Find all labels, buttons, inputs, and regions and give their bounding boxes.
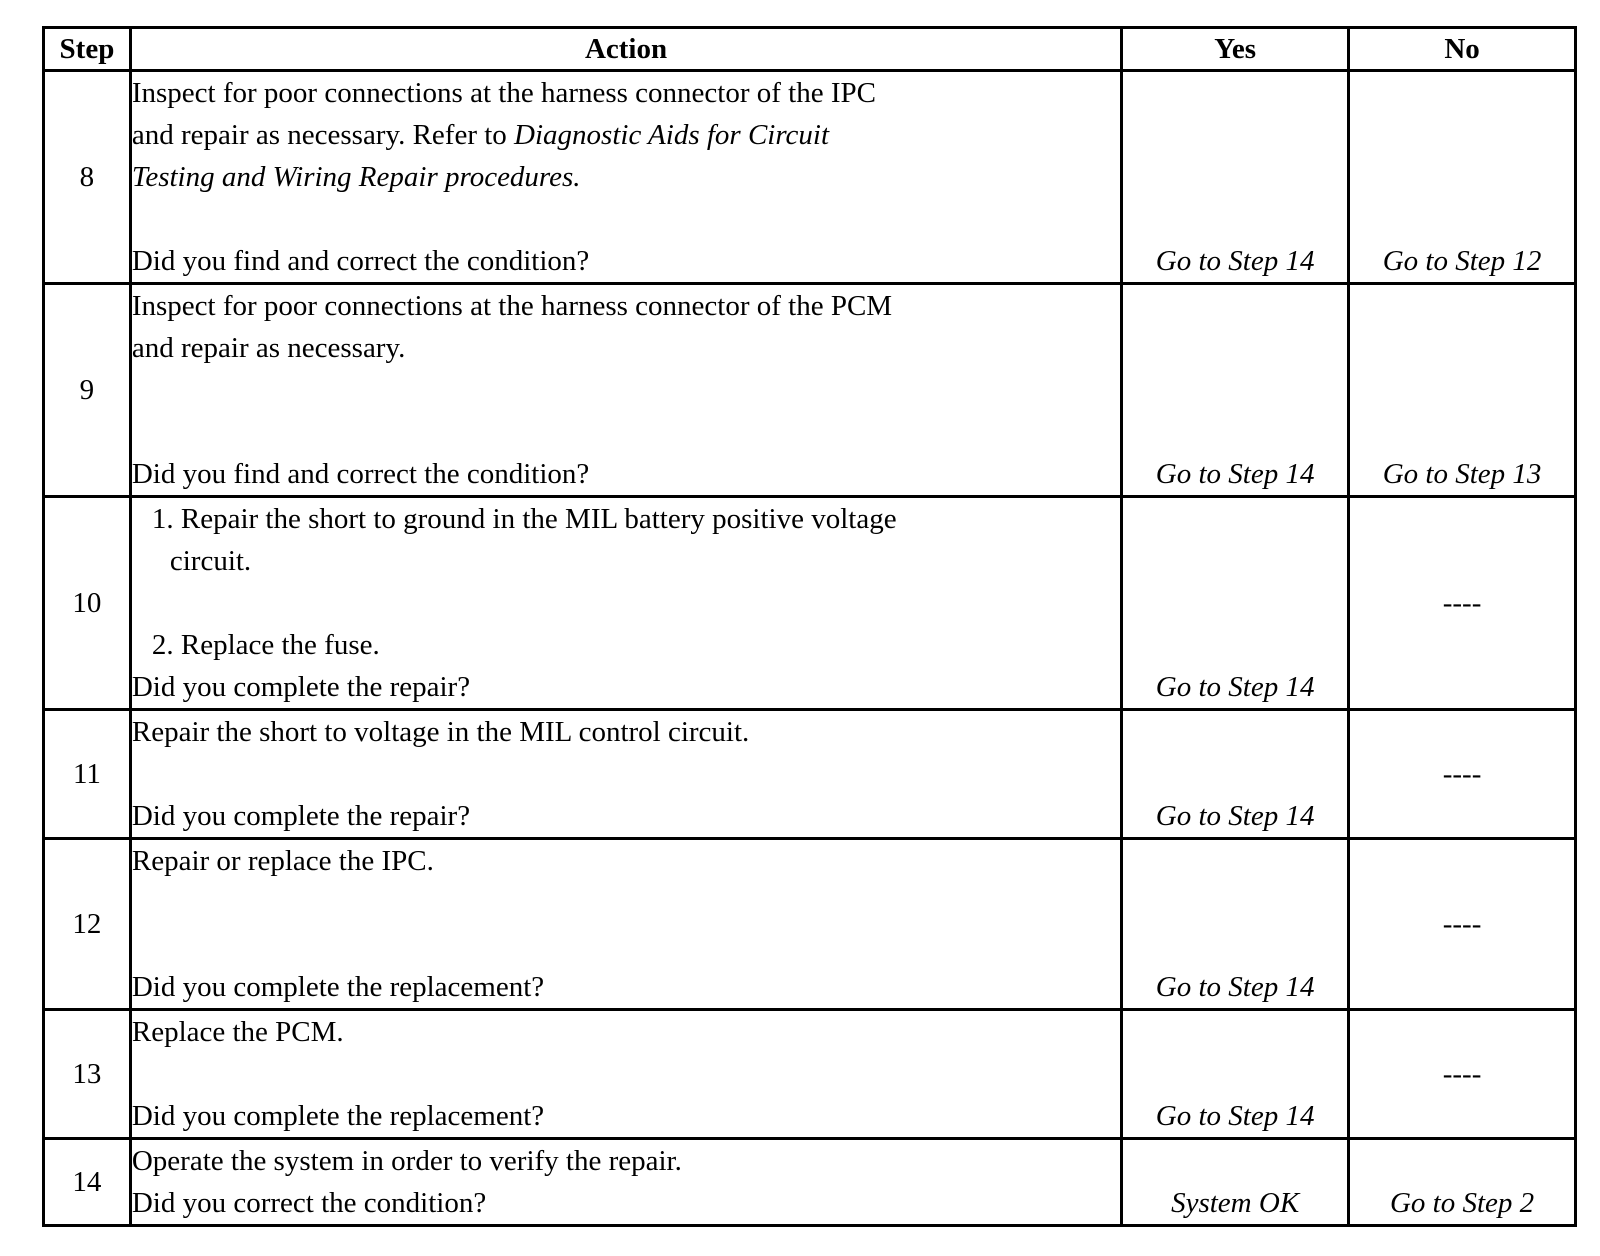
action-question: Did you complete the replacement? — [131, 1100, 545, 1132]
action-cell — [130, 839, 1121, 1010]
no-result: ---- — [1349, 497, 1576, 710]
reference-link-text: Diagnostic Aids for Circuit — [514, 119, 830, 151]
action-question: Did you complete the repair? — [131, 671, 471, 703]
no-result: ---- — [1349, 710, 1576, 839]
diagnostic-table-container — [42, 26, 1577, 1227]
action-list-item: 1. Repair the short to ground in the MIL battery positive voltage — [151, 503, 897, 535]
action-text: and repair as necessary. Refer to — [131, 119, 515, 151]
action-line: Inspect for poor connections at the harness connector of the IPC — [131, 77, 876, 109]
yes-result: Go to Step 14 — [1122, 1010, 1349, 1139]
spacer — [132, 582, 1120, 624]
step-number: 10 — [44, 497, 131, 710]
yes-result: Go to Step 14 — [1122, 284, 1349, 497]
header-row — [44, 28, 1576, 71]
diagnostic-table — [42, 26, 1577, 1227]
action-question: Did you find and correct the condition? — [131, 245, 590, 277]
action-cell — [130, 284, 1121, 497]
spacer — [132, 369, 1120, 453]
table-row-step-14 — [44, 1139, 1576, 1226]
action-cell — [130, 1010, 1121, 1139]
action-cell — [130, 71, 1121, 284]
yes-result: Go to Step 14 — [1122, 839, 1349, 1010]
table-row-step-13 — [44, 1010, 1576, 1139]
action-line: and repair as necessary. — [131, 332, 406, 364]
action-line: Repair or replace the IPC. — [131, 845, 434, 877]
step-number: 9 — [44, 284, 131, 497]
action-line: Replace the PCM. — [131, 1016, 344, 1048]
action-cell — [130, 497, 1121, 710]
table-row-step-11 — [44, 710, 1576, 839]
action-cell — [130, 710, 1121, 839]
action-cell — [130, 1139, 1121, 1226]
no-result: Go to Step 12 — [1349, 71, 1576, 284]
spacer — [132, 753, 1120, 795]
step-number: 14 — [44, 1139, 131, 1226]
action-list-item-continuation: circuit. — [169, 545, 252, 577]
table-row-step-8 — [44, 71, 1576, 284]
table-row-step-12 — [44, 839, 1576, 1010]
table-row-step-9 — [44, 284, 1576, 497]
spacer — [132, 1053, 1120, 1095]
spacer — [132, 198, 1120, 240]
yes-result: Go to Step 14 — [1122, 497, 1349, 710]
step-number: 12 — [44, 839, 131, 1010]
spacer — [132, 882, 1120, 966]
table-row-step-10 — [44, 497, 1576, 710]
no-result: ---- — [1349, 1010, 1576, 1139]
action-list-item: 2. Replace the fuse. — [151, 629, 380, 661]
header-no: No — [1349, 28, 1576, 71]
action-line — [132, 114, 1120, 156]
step-number: 11 — [44, 710, 131, 839]
no-result: Go to Step 13 — [1349, 284, 1576, 497]
header-action: Action — [130, 28, 1121, 71]
action-question: Did you complete the repair? — [131, 800, 471, 832]
action-question: Did you find and correct the condition? — [131, 458, 590, 490]
action-question: Did you correct the condition? — [131, 1187, 487, 1219]
yes-result: System OK — [1122, 1139, 1349, 1226]
action-question: Did you complete the replacement? — [131, 971, 545, 1003]
header-yes: Yes — [1122, 28, 1349, 71]
header-step: Step — [44, 28, 131, 71]
action-line: Operate the system in order to verify the repair. — [131, 1145, 682, 1177]
yes-result: Go to Step 14 — [1122, 71, 1349, 284]
no-result: Go to Step 2 — [1349, 1139, 1576, 1226]
yes-result: Go to Step 14 — [1122, 710, 1349, 839]
reference-link-text: Testing and Wiring Repair procedures. — [131, 161, 581, 193]
step-number: 8 — [44, 71, 131, 284]
action-line: Inspect for poor connections at the harness connector of the PCM — [131, 290, 893, 322]
no-result: ---- — [1349, 839, 1576, 1010]
step-number: 13 — [44, 1010, 131, 1139]
action-line: Repair the short to voltage in the MIL control circuit. — [131, 716, 750, 748]
